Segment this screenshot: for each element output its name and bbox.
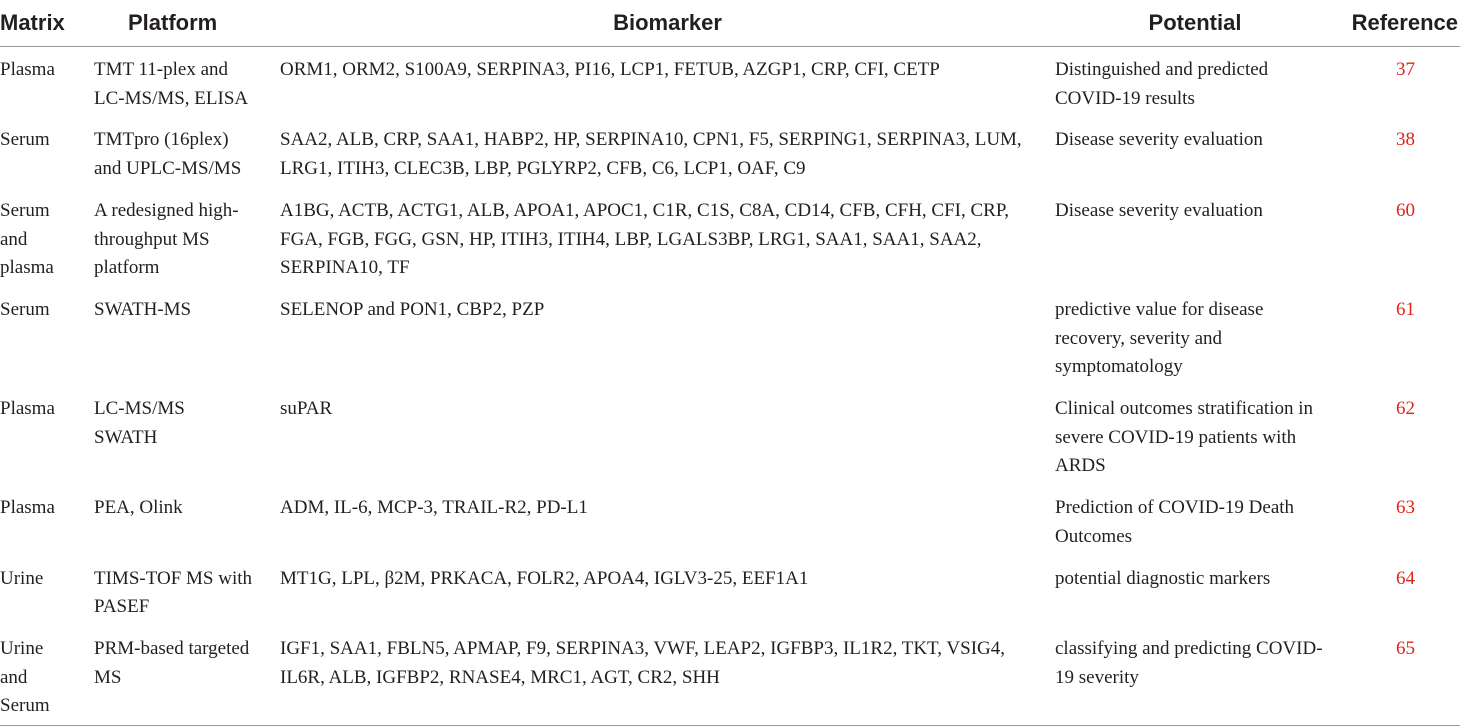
cell-biomarker: SAA2, ALB, CRP, SAA1, HABP2, HP, SERPINA10, CPN1, F5, SERPING1, SERPINA3, LUM, LRG1, ITIH3, CLEC3B, LBP, PGLYRP2, CFB, C6, LCP1, OAF, C9 bbox=[280, 129, 1022, 180]
cell-reference-link[interactable]: 64 bbox=[1396, 567, 1415, 589]
cell-reference-link[interactable]: 37 bbox=[1396, 59, 1415, 80]
cell-biomarker: ORM1, ORM2, S100A9, SERPINA3, PI16, LCP1, FETUB, AZGP1, CRP, CFI, CETP bbox=[280, 59, 940, 80]
table-row bbox=[0, 386, 1460, 485]
cell-biomarker: ADM, IL-6, MCP-3, TRAIL-R2, PD-L1 bbox=[280, 497, 588, 519]
cell-potential: Distinguished and predicted COVID-19 results bbox=[1055, 59, 1269, 109]
cell-reference-link[interactable]: 62 bbox=[1396, 398, 1415, 420]
cell-biomarker: MT1G, LPL, β2M, PRKACA, FOLR2, APOA4, IGLV3-25, EEF1A1 bbox=[280, 567, 809, 589]
cell-potential: Disease severity evaluation bbox=[1055, 199, 1263, 221]
table-row bbox=[0, 485, 1460, 555]
cell-platform: SWATH-MS bbox=[94, 298, 192, 320]
cell-platform: PEA, Olink bbox=[94, 497, 183, 519]
cell-potential: Clinical outcomes stratification in severe COVID-19 patients with ARDS bbox=[1055, 398, 1314, 477]
cell-matrix: Plasma bbox=[0, 59, 55, 80]
cell-platform: TIMS-TOF MS with PASEF bbox=[94, 567, 253, 618]
cell-biomarker: suPAR bbox=[280, 398, 333, 420]
cell-platform: A redesigned high-throughput MS platform bbox=[94, 199, 239, 279]
cell-matrix: Urine and Serum bbox=[0, 626, 94, 726]
cell-potential: Prediction of COVID-19 Death Outcomes bbox=[1055, 497, 1295, 547]
cell-matrix: Serum and plasma bbox=[0, 199, 54, 279]
table-row bbox=[0, 117, 1460, 187]
cell-matrix: Plasma bbox=[0, 398, 55, 420]
cell-platform: TMTpro (16plex) and UPLC-MS/MS bbox=[94, 129, 242, 180]
header-biomarker: Biomarker bbox=[280, 0, 1055, 47]
cell-biomarker: A1BG, ACTB, ACTG1, ALB, APOA1, APOC1, C1R, C1S, C8A, CD14, CFB, CFH, CFI, CRP, FGA, FGB, FGG, GSN, HP, ITIH3, ITIH4, LBP, LGALS3BP, LRG1, SAA1, SAA1, SAA2, SERPINA10, TF bbox=[280, 199, 1010, 279]
cell-reference-link[interactable]: 63 bbox=[1396, 497, 1415, 519]
cell-platform: PRM-based targeted MS bbox=[94, 626, 280, 726]
cell-biomarker: SELENOP and PON1, CBP2, PZP bbox=[280, 298, 545, 320]
cell-potential: Disease severity evaluation bbox=[1055, 129, 1263, 151]
cell-potential: potential diagnostic markers bbox=[1055, 567, 1271, 589]
table-row bbox=[0, 626, 1460, 726]
header-potential: Potential bbox=[1055, 0, 1335, 47]
table-row bbox=[0, 287, 1460, 386]
header-reference: Reference bbox=[1335, 0, 1460, 47]
cell-reference-link[interactable]: 61 bbox=[1396, 298, 1415, 320]
cell-platform: LC-MS/MS SWATH bbox=[94, 398, 185, 448]
cell-matrix: Serum bbox=[0, 129, 50, 151]
cell-reference-link[interactable]: 60 bbox=[1396, 199, 1415, 221]
cell-matrix: Serum bbox=[0, 298, 50, 320]
cell-matrix: Urine bbox=[0, 567, 44, 589]
table-row bbox=[0, 47, 1460, 118]
header-matrix: Matrix bbox=[0, 0, 94, 47]
table-header-row bbox=[0, 0, 1460, 47]
table-row bbox=[0, 188, 1460, 287]
cell-potential: predictive value for disease recovery, severity and symptomatology bbox=[1055, 298, 1264, 378]
header-platform: Platform bbox=[94, 0, 280, 47]
cell-reference-link[interactable]: 38 bbox=[1396, 129, 1415, 151]
cell-matrix: Plasma bbox=[0, 497, 55, 519]
cell-reference-link[interactable]: 65 bbox=[1335, 626, 1460, 726]
cell-potential: classifying and predicting COVID-19 severity bbox=[1055, 626, 1335, 726]
cell-biomarker: IGF1, SAA1, FBLN5, APMAP, F9, SERPINA3, VWF, LEAP2, IGFBP3, IL1R2, TKT, VSIG4, IL6R, ALB, IGFBP2, RNASE4, MRC1, AGT, CR2, SHH bbox=[280, 626, 1055, 726]
table-row bbox=[0, 556, 1460, 626]
cell-platform: TMT 11-plex and LC-MS/MS, ELISA bbox=[94, 59, 249, 109]
